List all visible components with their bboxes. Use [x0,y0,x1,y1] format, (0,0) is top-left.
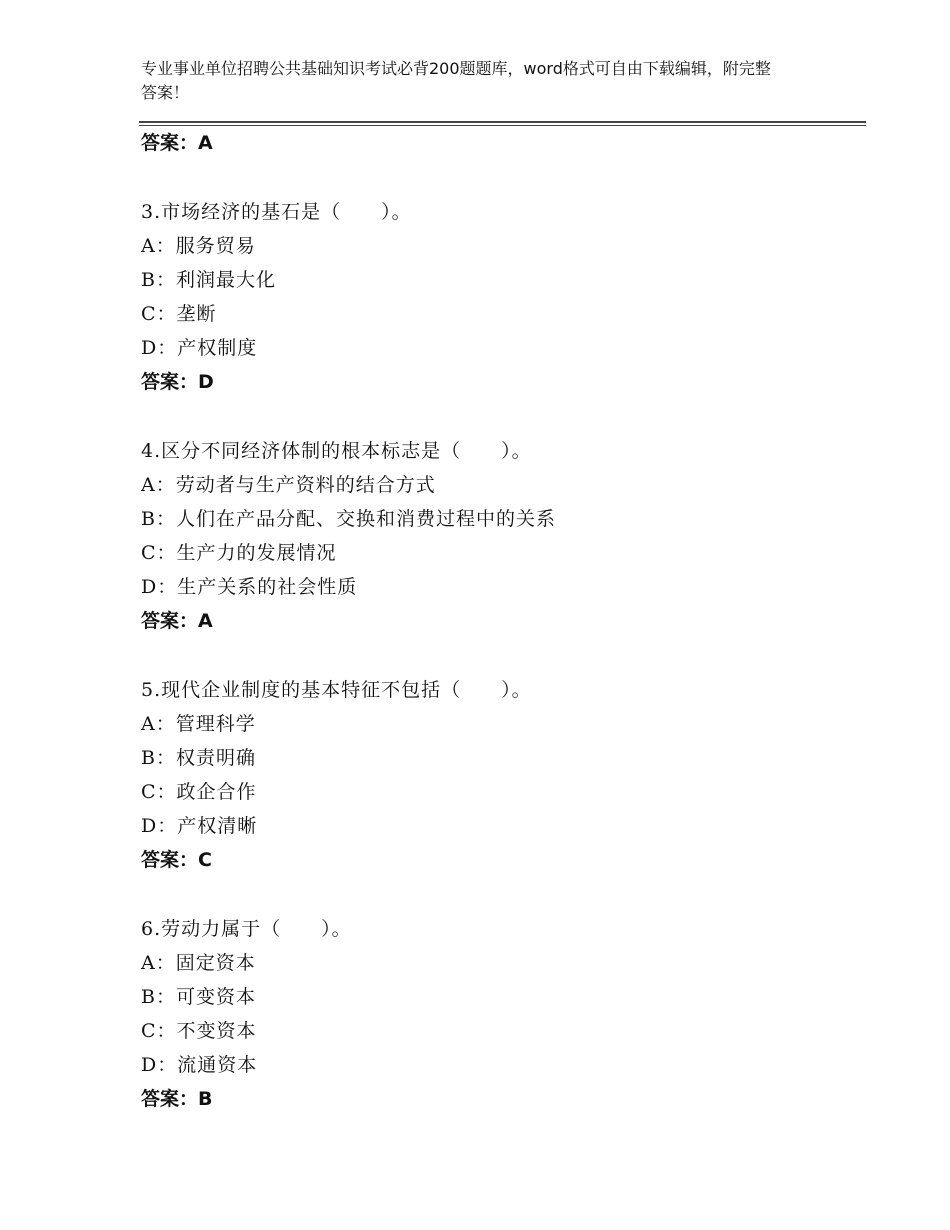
answer-label: 答案：A [141,610,213,632]
option: C：不变资本 [141,1020,257,1042]
option: B：利润最大化 [141,269,276,291]
option: B：权责明确 [141,747,256,769]
option: B：可变资本 [141,986,256,1008]
header-rule [139,121,866,123]
answer-label: 答案：B [141,1088,213,1110]
option: A：管理科学 [141,713,256,735]
option: C：垄断 [141,303,217,325]
option: B：人们在产品分配、交换和消费过程中的关系 [141,508,556,530]
option: D：产权清晰 [141,815,258,837]
question-stem: 6.劳动力属于（ ）。 [141,918,352,940]
answer-label: 答案：A [141,132,213,154]
option: A：劳动者与生产资料的结合方式 [141,474,436,496]
header-rule-thin [139,125,866,126]
question-stem: 5.现代企业制度的基本特征不包括（ ）。 [141,679,532,701]
option: C：政企合作 [141,781,257,803]
answer-label: 答案：C [141,849,212,871]
option: C：生产力的发展情况 [141,542,337,564]
answer-label: 答案：D [141,371,214,393]
page-header-text: 专业事业单位招聘公共基础知识考试必背200题题库，word格式可自由下载编辑，附完整答案！ [141,59,771,102]
option: D：产权制度 [141,337,258,359]
option: A：服务贸易 [141,235,256,257]
question-stem: 4.区分不同经济体制的根本标志是（ ）。 [141,440,532,462]
question-stem: 3.市场经济的基石是（ ）。 [141,201,412,223]
option: A：固定资本 [141,952,256,974]
option: D：流通资本 [141,1054,258,1076]
option: D：生产关系的社会性质 [141,576,358,598]
